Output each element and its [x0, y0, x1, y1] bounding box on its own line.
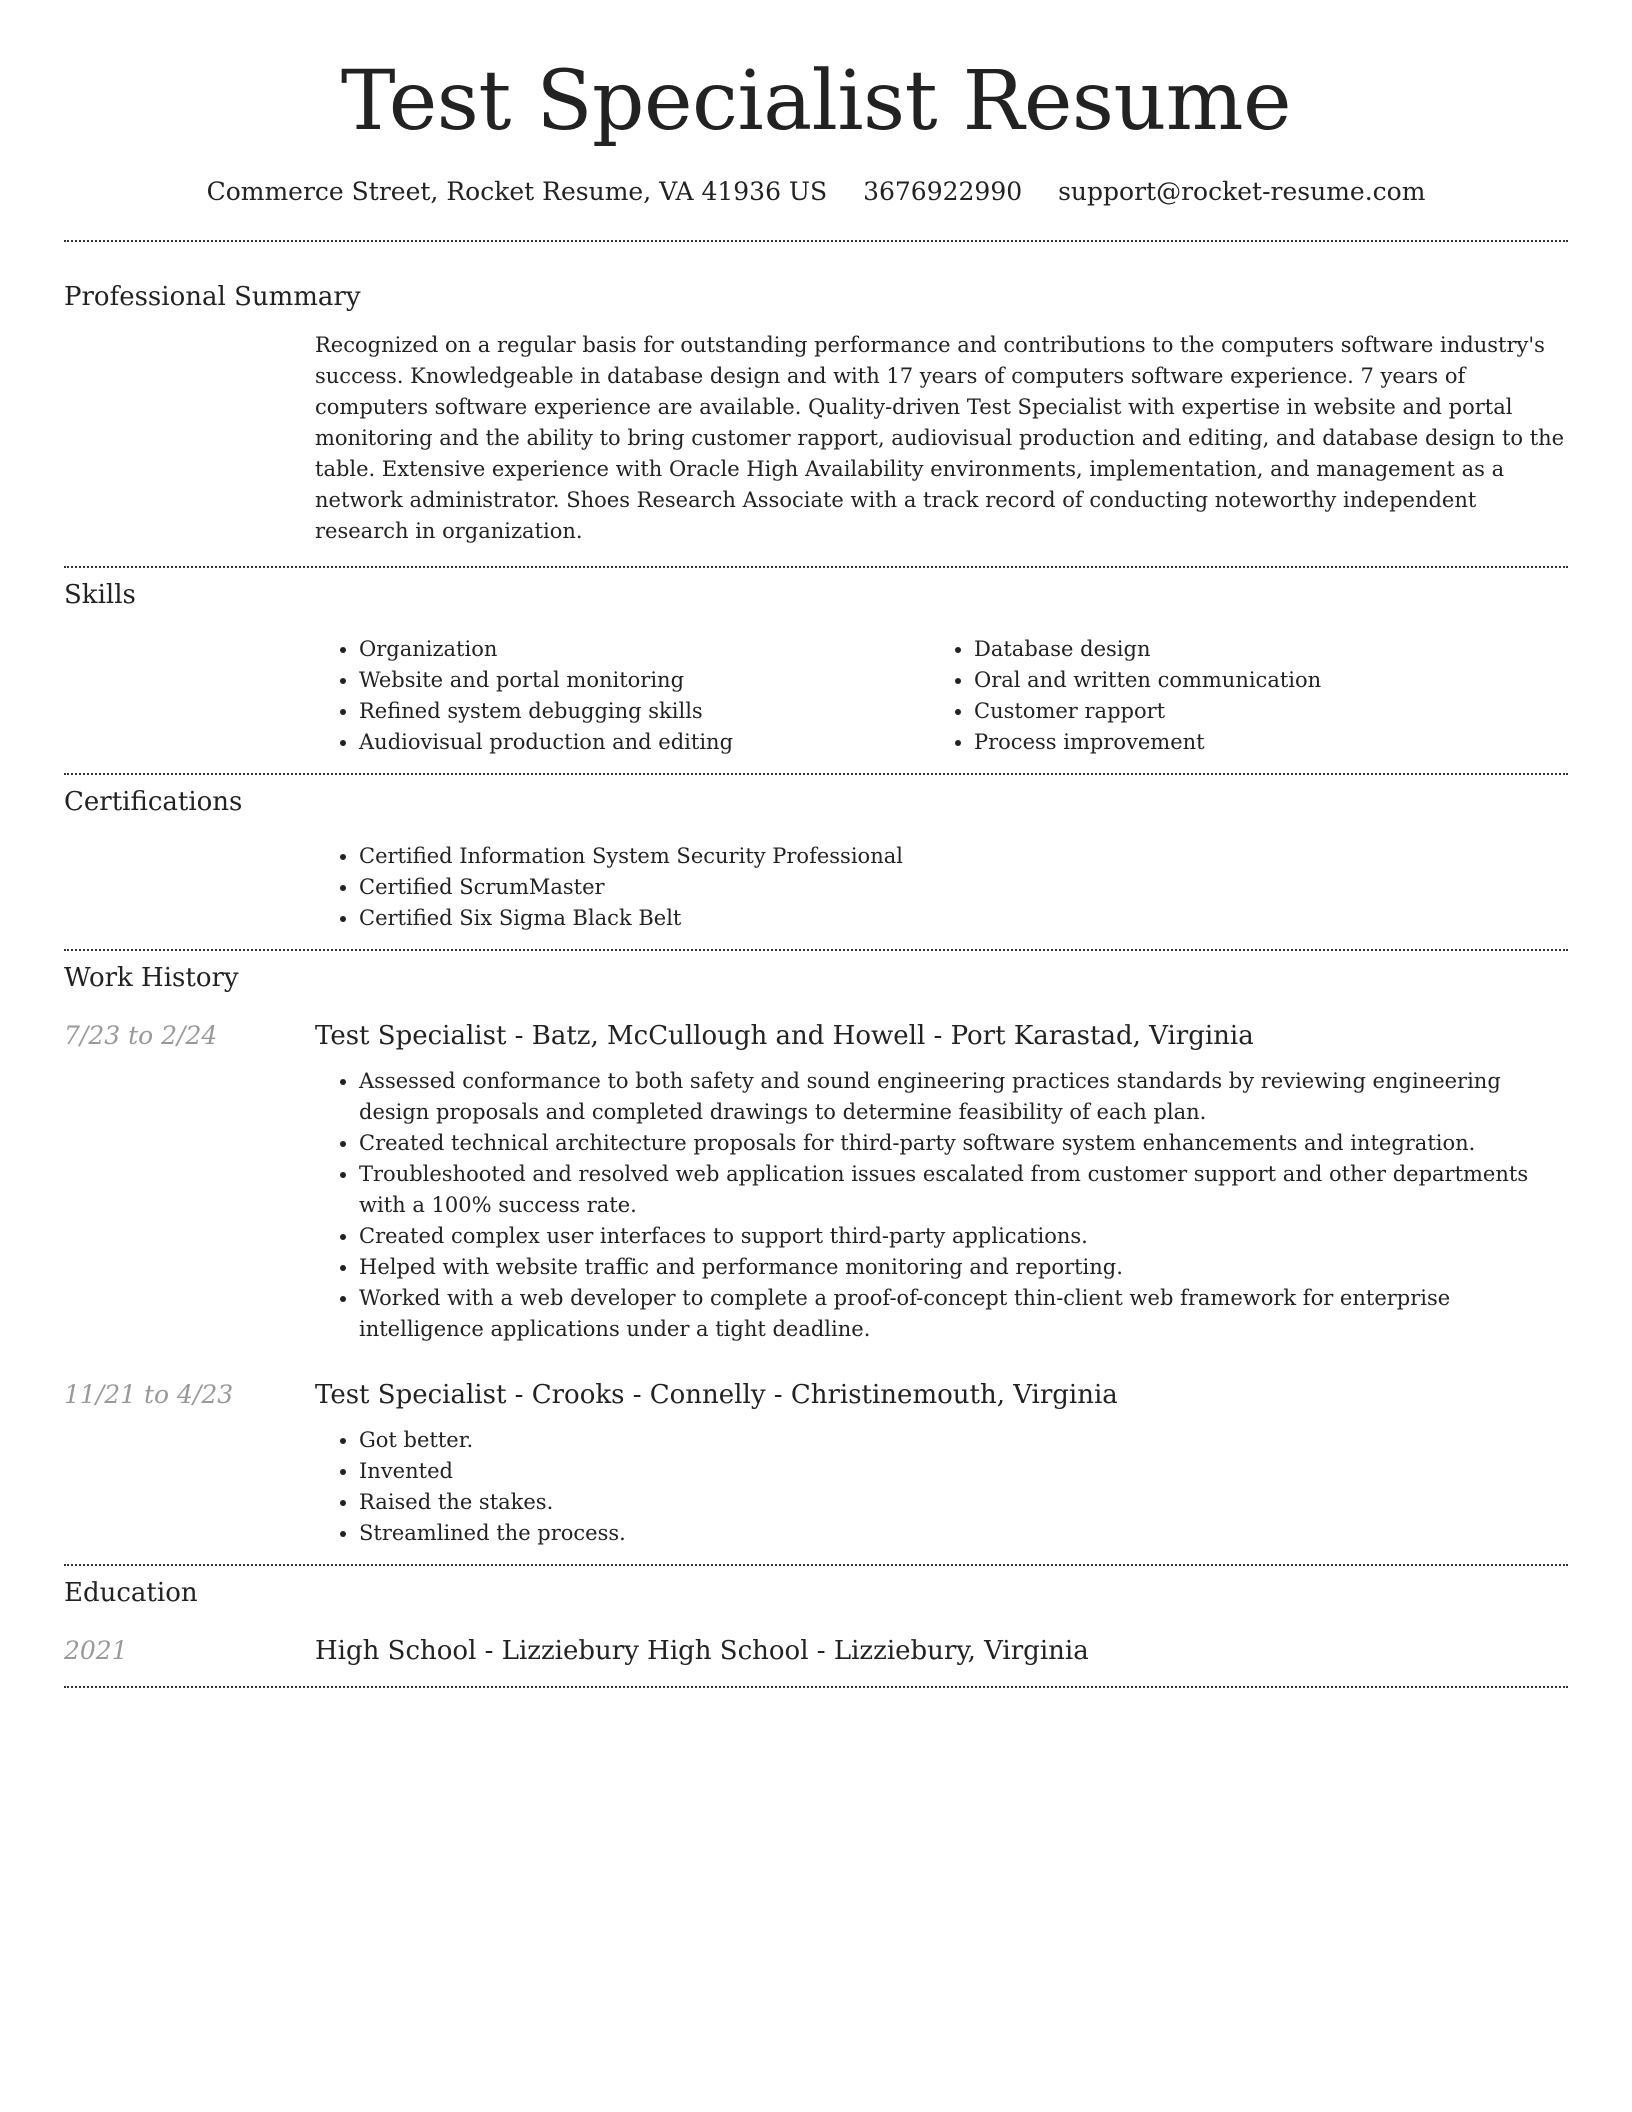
- job-heading: Test Specialist - Batz, McCullough and Howell - Port Karastad, Virginia: [315, 1021, 1254, 1051]
- summary-heading: Professional Summary: [64, 282, 361, 312]
- certification-item: • Certified Information System Security Professional: [359, 841, 1568, 872]
- contact-address: Commerce Street, Rocket Resume, VA 41936 US: [206, 177, 828, 206]
- work-history-section: [64, 951, 1568, 1549]
- skills-grid: [315, 634, 1568, 758]
- job-entry: [64, 1379, 1568, 1411]
- job-details: [315, 1425, 1568, 1549]
- resume-title: Test Specialist Resume: [340, 54, 1292, 149]
- work-history-heading: Work History: [64, 963, 239, 993]
- certification-item: • Certified ScrumMaster: [359, 872, 1568, 903]
- job-dates: 11/21 to 4/23: [64, 1380, 234, 1409]
- certifications-section: [64, 775, 1568, 934]
- education-divider: [64, 1686, 1568, 1688]
- skills-list-left: [315, 634, 930, 758]
- contact-line: [64, 176, 1568, 208]
- skill-item: • Oral and written communication: [974, 665, 1545, 696]
- skill-item: • Audiovisual production and editing: [359, 727, 930, 758]
- job-bullet: • Streamlined the process.: [359, 1518, 1568, 1549]
- skill-item: • Process improvement: [974, 727, 1545, 758]
- skill-item: • Database design: [974, 634, 1545, 665]
- job-bullet: • Assessed conformance to both safety and sound engineering practices standards by reviewing engineering design proposals and completed drawings to determine feasibility of each plan.: [359, 1066, 1568, 1128]
- job-bullet: • Helped with website traffic and performance monitoring and reporting.: [359, 1252, 1568, 1283]
- skill-item: • Organization: [359, 634, 930, 665]
- education-entry: [64, 1635, 1568, 1667]
- job-bullet: • Troubleshooted and resolved web application issues escalated from customer support and other departments with a 100% success rate.: [359, 1159, 1568, 1221]
- education-heading: Education: [64, 1578, 198, 1608]
- job-bullet: • Raised the stakes.: [359, 1487, 1568, 1518]
- contact-phone: 3676922990: [863, 177, 1023, 206]
- skills-list-right: [930, 634, 1545, 758]
- contact-email: support@rocket-resume.com: [1058, 177, 1426, 206]
- job-bullet: • Worked with a web developer to complete a proof-of-concept thin-client web framework for enterprise intelligence applications under a tight deadline.: [359, 1283, 1568, 1345]
- job-dates: 7/23 to 2/24: [64, 1021, 218, 1050]
- job-bullet: • Got better.: [359, 1425, 1568, 1456]
- skill-item: • Website and portal monitoring: [359, 665, 930, 696]
- summary-body: [315, 330, 1568, 547]
- summary-section: [64, 242, 1568, 547]
- skills-heading: Skills: [64, 580, 136, 610]
- education-heading-line: High School - Lizziebury High School - Lizziebury, Virginia: [315, 1636, 1089, 1666]
- skills-section: [64, 568, 1568, 758]
- job-bullet: • Invented: [359, 1456, 1568, 1487]
- job-entry: [64, 1020, 1568, 1052]
- certifications-list: [315, 841, 1568, 934]
- job-bullets: [315, 1425, 1568, 1549]
- certifications-heading: Certifications: [64, 787, 243, 817]
- job-bullet: • Created complex user interfaces to support third-party applications.: [359, 1221, 1568, 1252]
- skill-item: • Refined system debugging skills: [359, 696, 930, 727]
- education-section: [64, 1566, 1568, 1667]
- skill-item: • Customer rapport: [974, 696, 1545, 727]
- education-dates: 2021: [64, 1636, 128, 1665]
- job-details: [315, 1066, 1568, 1345]
- job-bullet: • Created technical architecture proposals for third-party software system enhancements and integration.: [359, 1128, 1568, 1159]
- job-bullets: [315, 1066, 1568, 1345]
- summary-text: Recognized on a regular basis for outstanding performance and contributions to the computers software industry's success. Knowledgeable in database design and with 17 years of computers software experience. 7 years of computers software experience are available. Quality-driven Test Specialist with expertise in website and portal monitoring and the ability to bring customer rapport, audiovisual production and editing, and database design to the table. Extensive experience with Oracle High Availability environments, implementation, and management as a network administrator. Shoes Research Associate with a track record of conducting noteworthy independent research in organization.: [315, 333, 1565, 543]
- certifications-body: [315, 841, 1568, 934]
- certification-item: • Certified Six Sigma Black Belt: [359, 903, 1568, 934]
- job-heading: Test Specialist - Crooks - Connelly - Christinemouth, Virginia: [315, 1380, 1118, 1410]
